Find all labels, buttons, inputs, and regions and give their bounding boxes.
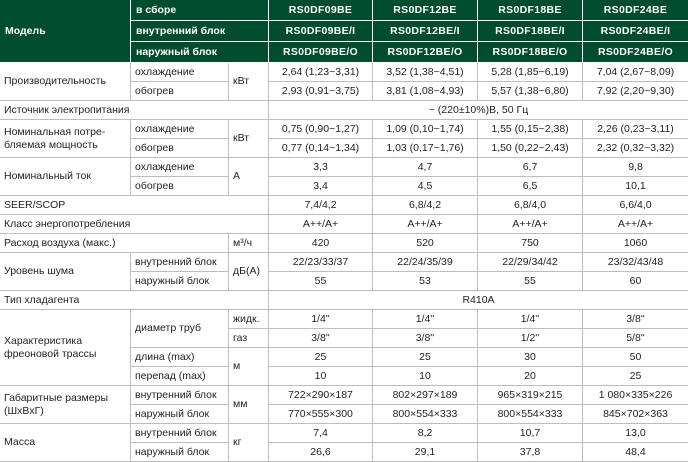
current-cooling-18: 6,7 xyxy=(478,158,583,177)
model-12-outdoor: RS0DF12BE/O xyxy=(373,42,478,63)
pipe-diameter-label: диаметр труб xyxy=(131,310,229,348)
weight-unit: кг xyxy=(229,424,269,462)
capacity-cooling-label: охлаждение xyxy=(131,63,229,82)
capacity-heating-09: 2,93 (0,91~3,75) xyxy=(269,82,373,101)
noise-indoor-label: внутренний блок xyxy=(131,253,229,272)
model-18-outdoor: RS0DF18BE/O xyxy=(478,42,583,63)
dimensions-outdoor-24: 845×702×363 xyxy=(583,405,688,424)
dimensions-indoor-24: 1 080×335×226 xyxy=(583,386,688,405)
pipe-height-09: 10 xyxy=(269,367,373,386)
pipe-liquid-12: 1/4'' xyxy=(373,310,478,329)
pipe-gas-18: 1/2'' xyxy=(478,329,583,348)
model-24-assembly: RS0DF24BE xyxy=(583,0,688,21)
current-heating-09: 3,4 xyxy=(269,177,373,196)
airflow-12: 520 xyxy=(373,234,478,253)
pipe-liquid-label: жидк. xyxy=(229,310,269,329)
current-heating-label: обогрев xyxy=(131,177,229,196)
noise-indoor-12: 22/24/35/39 xyxy=(373,253,478,272)
airflow-label: Расход воздуха (макс.) xyxy=(0,234,229,253)
weight-label: Масса xyxy=(0,424,131,462)
model-09-assembly: RS0DF09BE xyxy=(269,0,373,21)
current-heating-24: 10,1 xyxy=(583,177,688,196)
noise-outdoor-09: 55 xyxy=(269,272,373,291)
capacity-cooling-24: 7,04 (2,67~8,09) xyxy=(583,63,688,82)
current-heating-18: 6,5 xyxy=(478,177,583,196)
dimensions-label: Габаритные размеры (ШxВxГ) xyxy=(0,386,131,424)
power-input-heating-18: 1,50 (0,22~2,43) xyxy=(478,139,583,158)
weight-outdoor-09: 26,6 xyxy=(269,443,373,462)
pipe-length-label: длина (max) xyxy=(131,348,229,367)
current-cooling-09: 3,3 xyxy=(269,158,373,177)
model-09-indoor: RS0DF09BE/I xyxy=(269,21,373,42)
noise-indoor-18: 22/29/34/42 xyxy=(478,253,583,272)
airflow-18: 750 xyxy=(478,234,583,253)
current-cooling-label: охлаждение xyxy=(131,158,229,177)
power-input-heating-12: 1,03 (0,17~1,76) xyxy=(373,139,478,158)
energy-class-09: A++/A+ xyxy=(269,215,373,234)
pipe-length-unit: м xyxy=(229,348,269,386)
power-input-cooling-24: 2,26 (0,23~3,11) xyxy=(583,120,688,139)
airflow-24: 1060 xyxy=(583,234,688,253)
noise-outdoor-18: 55 xyxy=(478,272,583,291)
pipe-height-18: 20 xyxy=(478,367,583,386)
pipe-length-18: 30 xyxy=(478,348,583,367)
dimensions-indoor-18: 965×319×215 xyxy=(478,386,583,405)
noise-outdoor-24: 60 xyxy=(583,272,688,291)
capacity-cooling-18: 5,28 (1,85~6,19) xyxy=(478,63,583,82)
pipe-height-label: перепад (max) xyxy=(131,367,229,386)
power-input-label: Номинальная потре- бляемая мощность xyxy=(0,120,131,158)
noise-indoor-09: 22/23/33/37 xyxy=(269,253,373,272)
model-24-outdoor: RS0DF24BE/O xyxy=(583,42,688,63)
dimensions-outdoor-label: наружный блок xyxy=(131,405,229,424)
dimensions-outdoor-12: 800×554×333 xyxy=(373,405,478,424)
airflow-unit: м³/ч xyxy=(229,234,269,253)
power-input-cooling-09: 0,75 (0,90~1,27) xyxy=(269,120,373,139)
capacity-heating-label: обогрев xyxy=(131,82,229,101)
energy-class-12: A++/A+ xyxy=(373,215,478,234)
current-cooling-12: 4,7 xyxy=(373,158,478,177)
refrigerant-value: R410A xyxy=(269,291,688,310)
power-input-cooling-label: охлаждение xyxy=(131,120,229,139)
pipe-gas-label: газ xyxy=(229,329,269,348)
capacity-label: Производительность xyxy=(0,63,131,101)
capacity-heating-18: 5,57 (1,38~6,80) xyxy=(478,82,583,101)
weight-outdoor-label: наружный блок xyxy=(131,443,229,462)
weight-indoor-24: 13,0 xyxy=(583,424,688,443)
current-unit: А xyxy=(229,158,269,196)
seer-09: 7,4/4,2 xyxy=(269,196,373,215)
piping-label: Характеристика фреоновой трассы xyxy=(0,310,131,386)
pipe-height-24: 25 xyxy=(583,367,688,386)
model-24-indoor: RS0DF24BE/I xyxy=(583,21,688,42)
pipe-liquid-09: 1/4'' xyxy=(269,310,373,329)
current-label: Номинальный ток xyxy=(0,158,131,196)
energy-class-24: A++/A+ xyxy=(583,215,688,234)
model-09-outdoor: RS0DF09BE/O xyxy=(269,42,373,63)
model-18-assembly: RS0DF18BE xyxy=(478,0,583,21)
weight-indoor-09: 7,4 xyxy=(269,424,373,443)
assembly-row-label: в сборе xyxy=(131,0,269,21)
pipe-gas-12: 3/8'' xyxy=(373,329,478,348)
capacity-heating-24: 7,92 (2,20~9,30) xyxy=(583,82,688,101)
model-12-indoor: RS0DF12BE/I xyxy=(373,21,478,42)
capacity-cooling-09: 2,64 (1,23~3,31) xyxy=(269,63,373,82)
model-header-label: Модель xyxy=(0,0,131,63)
power-supply-label: Источник электропитания xyxy=(0,101,269,120)
power-supply-value: ~ (220±10%)В, 50 Гц xyxy=(269,101,688,120)
noise-label: Уровень шума xyxy=(0,253,131,291)
model-18-indoor: RS0DF18BE/I xyxy=(478,21,583,42)
seer-18: 6,8/4,0 xyxy=(478,196,583,215)
dimensions-outdoor-09: 770×555×300 xyxy=(269,405,373,424)
power-input-cooling-18: 1,55 (0,15~2,38) xyxy=(478,120,583,139)
noise-outdoor-12: 53 xyxy=(373,272,478,291)
dimensions-indoor-09: 722×290×187 xyxy=(269,386,373,405)
power-input-cooling-12: 1,09 (0,10~1,74) xyxy=(373,120,478,139)
pipe-liquid-24: 3/8'' xyxy=(583,310,688,329)
power-input-heating-24: 2,32 (0,32~3,32) xyxy=(583,139,688,158)
weight-indoor-18: 10,7 xyxy=(478,424,583,443)
model-12-assembly: RS0DF12BE xyxy=(373,0,478,21)
weight-outdoor-18: 37,8 xyxy=(478,443,583,462)
noise-indoor-24: 23/32/43/48 xyxy=(583,253,688,272)
weight-indoor-12: 8,2 xyxy=(373,424,478,443)
indoor-row-label: внутренний блок xyxy=(131,21,269,42)
pipe-length-24: 50 xyxy=(583,348,688,367)
dimensions-unit: мм xyxy=(229,386,269,424)
airflow-09: 420 xyxy=(269,234,373,253)
weight-outdoor-24: 48,4 xyxy=(583,443,688,462)
capacity-cooling-12: 3,52 (1,38~4,51) xyxy=(373,63,478,82)
capacity-heating-12: 3,81 (1,08~4,93) xyxy=(373,82,478,101)
power-input-heating-09: 0,77 (0,14~1,34) xyxy=(269,139,373,158)
refrigerant-label: Тип хладагента xyxy=(0,291,269,310)
power-input-heating-label: обогрев xyxy=(131,139,229,158)
energy-class-18: A++/A+ xyxy=(478,215,583,234)
weight-indoor-label: внутренний блок xyxy=(131,424,229,443)
outdoor-row-label: наружный блок xyxy=(131,42,269,63)
seer-label: SEER/SCOP xyxy=(0,196,269,215)
noise-unit: дБ(А) xyxy=(229,253,269,291)
seer-12: 6,8/4,2 xyxy=(373,196,478,215)
weight-outdoor-12: 29,1 xyxy=(373,443,478,462)
noise-outdoor-label: наружный блок xyxy=(131,272,229,291)
dimensions-indoor-12: 802×297×189 xyxy=(373,386,478,405)
energy-class-label: Класс энергопотребления xyxy=(0,215,269,234)
dimensions-indoor-label: внутренний блок xyxy=(131,386,229,405)
pipe-length-09: 25 xyxy=(269,348,373,367)
pipe-gas-09: 3/8'' xyxy=(269,329,373,348)
power-input-unit: кВт xyxy=(229,120,269,158)
pipe-gas-24: 5/8'' xyxy=(583,329,688,348)
pipe-length-12: 25 xyxy=(373,348,478,367)
pipe-liquid-18: 1/4'' xyxy=(478,310,583,329)
current-cooling-24: 9,8 xyxy=(583,158,688,177)
current-heating-12: 4,5 xyxy=(373,177,478,196)
capacity-unit: кВт xyxy=(229,63,269,101)
seer-24: 6,6/4,0 xyxy=(583,196,688,215)
pipe-height-12: 10 xyxy=(373,367,478,386)
dimensions-outdoor-18: 800×554×333 xyxy=(478,405,583,424)
